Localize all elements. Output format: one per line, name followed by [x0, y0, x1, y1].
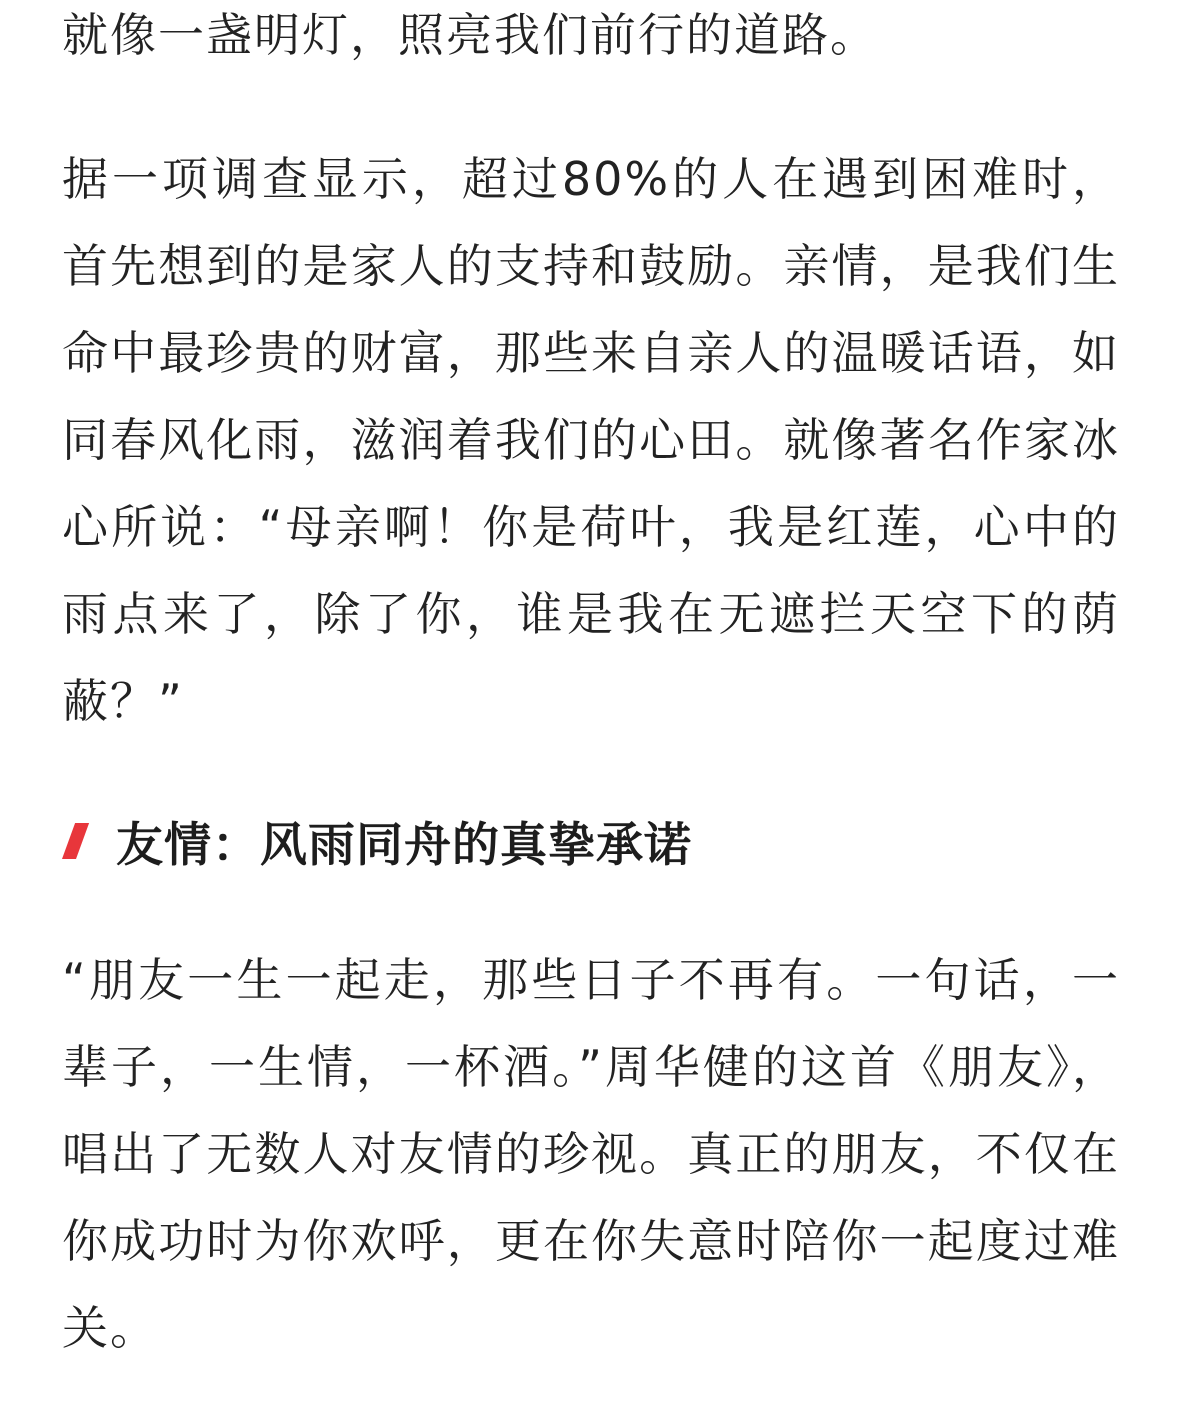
section-heading-friendship — [62, 802, 1120, 889]
paragraph-family-survey: 据一项调查显示，超过80%的人在遇到困难时，首先想到的是家人的支持和鼓励。亲情，是我们生命中最珍贵的财富，那些来自亲人的温暖话语，如同春风化雨，滋润着我们的心田。就像著名作家冰心所说：“母亲啊！你是荷叶，我是红莲，心中的雨点来了，除了你，谁是我在无遮拦天空下的荫蔽？” — [62, 152, 1120, 728]
article-body — [62, 0, 1120, 1372]
section-heading-text: 友情：风雨同舟的真挚承诺 — [116, 818, 692, 873]
paragraph-lamp: 就像一盏明灯，照亮我们前行的道路。 — [62, 8, 878, 62]
heading-accent-mark — [62, 823, 89, 859]
paragraph-friendship: “朋友一生一起走，那些日子不再有。一句话，一辈子，一生情，一杯酒。”周华健的这首《朋友》，唱出了无数人对友情的珍视。真正的朋友，不仅在你成功时为你欢呼，更在你失意时陪你一起度过难关。 — [62, 953, 1120, 1355]
